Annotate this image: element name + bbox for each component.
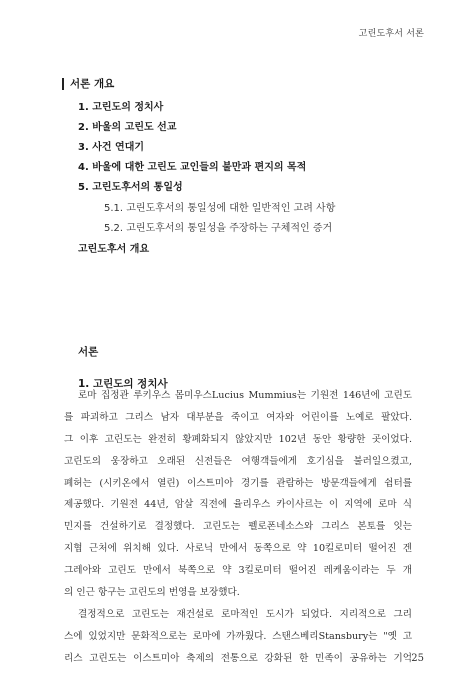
toc-subitem: 5.1. 고린도후서의 통일성에 대한 일반적인 고려 사항 [104, 203, 336, 214]
text-line: 제공했다. 기원전 44년, 암살 직전에 율리우스 카이사르는 이 지역에 로마 식 [64, 499, 412, 511]
text-line: 그레아와 고린도 만에서 북쪽으로 약 3킬로미터 떨어진 레케움이라는 두 개 [64, 565, 412, 577]
text-line: 그 이후 고린도는 완전히 황폐화되지 않았지만 102년 동안 황량한 곳이었다. [64, 433, 412, 445]
paragraph-2 [64, 604, 412, 670]
toc-title: 서론 개요 [62, 78, 114, 90]
text-line: 고린도의 웅장하고 오래된 신전들은 여행객들에게 호기심을 불러일으켰고, [64, 455, 412, 467]
text-line: 지협 근처에 위치해 있다. 사로닉 만에서 동쪽으로 약 10킬로미터 떨어진 겐 [64, 543, 412, 555]
text-line: 로마 집정관 루키우스 몸미우스Lucius Mummius는 기원전 146년에 고린도 [78, 390, 412, 401]
section-title: 서론 [78, 346, 99, 358]
paragraph-1 [64, 385, 412, 604]
toc-item: 4. 바울에 대한 고린도 교인들의 불만과 편지의 목적 [78, 162, 307, 173]
text-line: 스에 있었지만 문화적으로는 로마에 가까웠다. 스탠스베리Stansbury는 "옛 고 [64, 630, 412, 642]
text-line: 를 파괴하고 그리스 남자 대부분을 죽이고 여자와 어린이를 노예로 팔았다. [64, 411, 412, 423]
toc-subitem: 5.2. 고린도후서의 통일성을 주장하는 구체적인 증거 [104, 223, 333, 234]
text-line: 폐허는 (시키온에서 열린) 이스트미아 경기를 관람하는 방문객들에게 쉼터를 [64, 477, 412, 489]
text-line: 리스 고린도는 이스트미아 축제의 전통으로 강화된 한 민족이 공유하는 기억 [64, 652, 412, 664]
subsection-title: 1. 고린도의 정치사 [78, 378, 168, 390]
text-line: 민지를 건설하기로 결정했다. 고린도는 펠로폰네소스와 그리스 본토를 잇는 [64, 521, 412, 533]
page-number: 25 [411, 653, 424, 664]
toc-item: 3. 사건 연대기 [78, 142, 145, 153]
text-line: 의 인근 항구는 고린도의 번영을 보장했다. [64, 587, 240, 599]
toc-item: 고린도후서 개요 [78, 244, 150, 255]
toc-item: 2. 바울의 고린도 선교 [78, 122, 177, 133]
toc-item: 5. 고린도후서의 통일성 [78, 182, 183, 193]
running-header: 고린도후서 서론 [358, 29, 424, 39]
text-line: 결정적으로 고린도는 재건설로 로마적인 도시가 되었다. 지리적으로 그리 [78, 609, 412, 620]
toc-item: 1. 고린도의 정치사 [78, 102, 164, 113]
